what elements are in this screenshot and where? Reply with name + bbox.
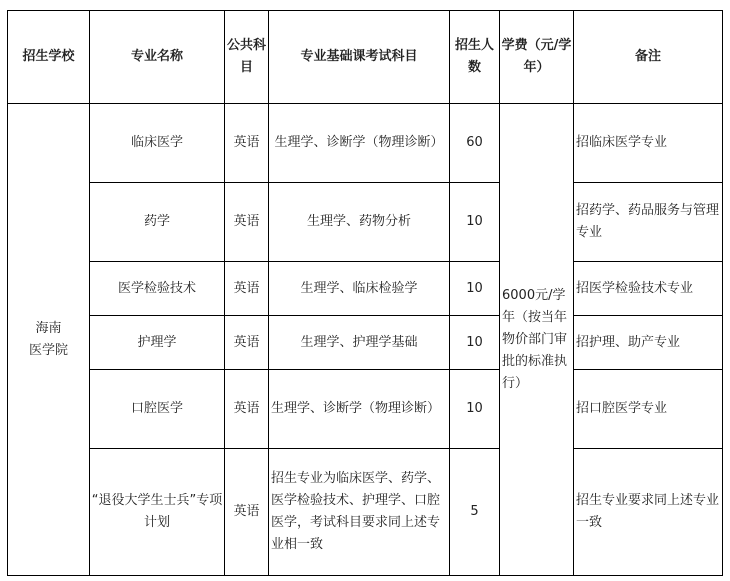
table-row <box>8 183 723 262</box>
school-name-line1: 海南 <box>35 320 62 336</box>
count-cell: 10 <box>450 262 500 316</box>
basic-cell: 招生专业为临床医学、药学、医学检验技术、护理学、口腔医学，考试科目要求同上述专业相一致 <box>269 449 450 576</box>
header-remark: 备注 <box>574 11 723 104</box>
public-cell: 英语 <box>225 370 269 449</box>
table-row <box>8 316 723 370</box>
table-row <box>8 449 723 576</box>
school-name-line2: 医学院 <box>28 342 68 358</box>
major-cell: 药学 <box>90 183 225 262</box>
remark-cell: 招医学检验技术专业 <box>574 262 723 316</box>
remark-cell: 招护理、助产专业 <box>574 316 723 370</box>
remark-cell: 招生专业要求同上述专业一致 <box>574 449 723 576</box>
enrollment-table <box>7 10 723 576</box>
header-row <box>8 11 723 104</box>
remark-cell: 招口腔医学专业 <box>574 370 723 449</box>
header-count: 招生人数 <box>450 11 500 104</box>
public-cell: 英语 <box>225 104 269 183</box>
count-cell: 10 <box>450 316 500 370</box>
public-cell: 英语 <box>225 449 269 576</box>
header-public: 公共科目 <box>225 11 269 104</box>
header-fee: 学费（元/学年） <box>500 11 574 104</box>
school-cell <box>8 104 90 576</box>
major-cell: 口腔医学 <box>90 370 225 449</box>
major-cell: 医学检验技术 <box>90 262 225 316</box>
table-row <box>8 370 723 449</box>
remark-cell: 招药学、药品服务与管理专业 <box>574 183 723 262</box>
major-cell: 临床医学 <box>90 104 225 183</box>
public-cell: 英语 <box>225 316 269 370</box>
public-cell: 英语 <box>225 183 269 262</box>
major-cell: “退役大学生士兵”专项计划 <box>90 449 225 576</box>
header-major: 专业名称 <box>90 11 225 104</box>
header-school: 招生学校 <box>8 11 90 104</box>
basic-cell: 生理学、诊断学（物理诊断） <box>269 104 450 183</box>
fee-cell: 6000元/学年（按当年物价部门审批的标准执行） <box>500 104 574 576</box>
basic-cell: 生理学、临床检验学 <box>269 262 450 316</box>
basic-cell: 生理学、诊断学（物理诊断） <box>269 370 450 449</box>
table-row <box>8 104 723 183</box>
count-cell: 5 <box>450 449 500 576</box>
basic-cell: 生理学、药物分析 <box>269 183 450 262</box>
count-cell: 10 <box>450 183 500 262</box>
count-cell: 10 <box>450 370 500 449</box>
major-cell: 护理学 <box>90 316 225 370</box>
public-cell: 英语 <box>225 262 269 316</box>
remark-cell: 招临床医学专业 <box>574 104 723 183</box>
count-cell: 60 <box>450 104 500 183</box>
table-row <box>8 262 723 316</box>
header-basic: 专业基础课考试科目 <box>269 11 450 104</box>
basic-cell: 生理学、护理学基础 <box>269 316 450 370</box>
